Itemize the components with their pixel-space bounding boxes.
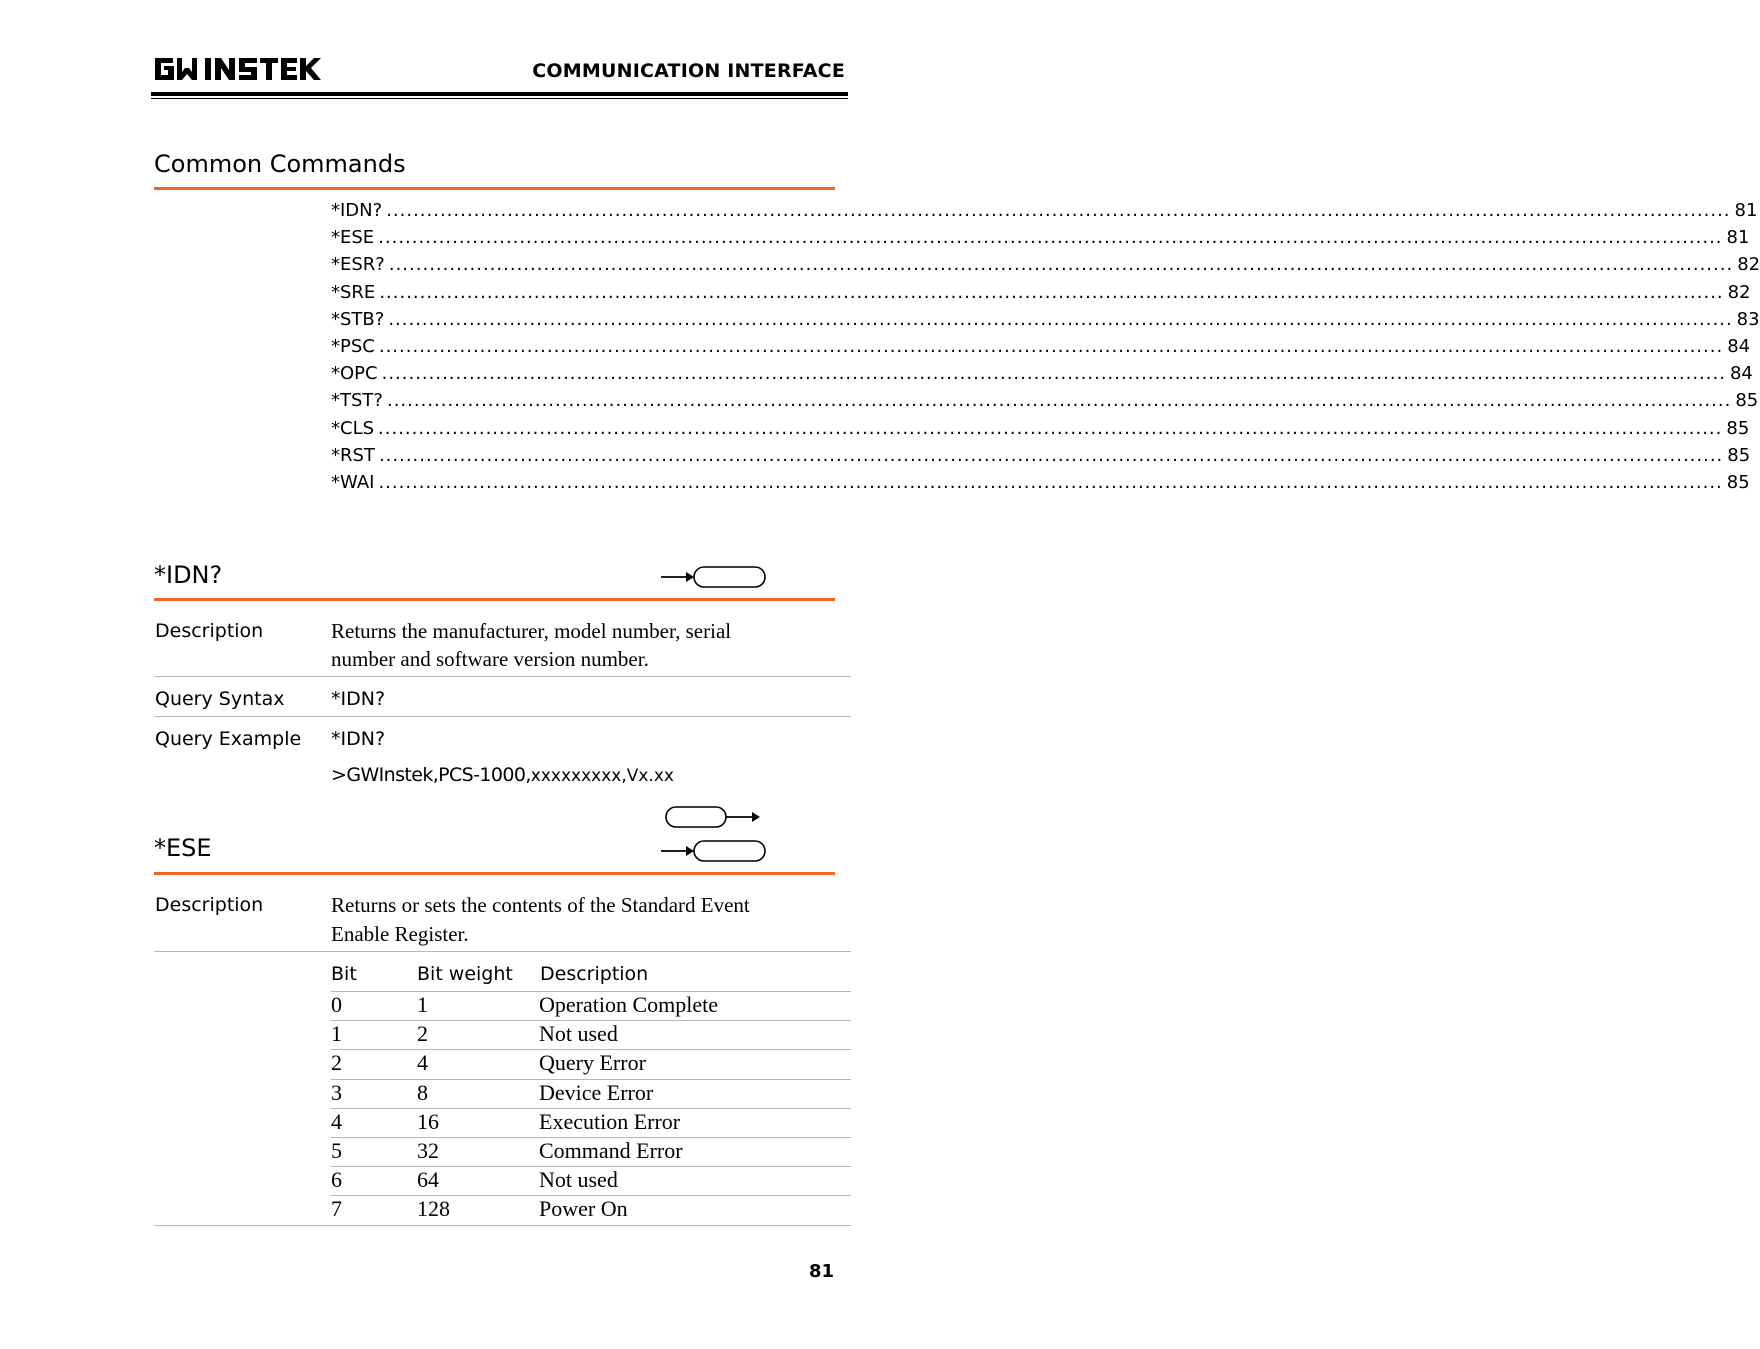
- toc-entry-page: 81: [1734, 200, 1758, 221]
- toc-entry-name: *STB?: [331, 308, 385, 330]
- toc-leader-dots: ........................................................................................................................................................................................................: [381, 363, 1726, 385]
- toc-entry-page: 81: [1726, 227, 1750, 249]
- toc-entry[interactable]: [331, 281, 1751, 308]
- bit-weight-cell: 32: [417, 1138, 439, 1163]
- toc-entry-page: 84: [1727, 336, 1751, 357]
- ese-desc-line2: Enable Register.: [331, 922, 469, 946]
- bit-weight-cell: 128: [417, 1196, 450, 1222]
- header-section-title: COMMUNICATION INTERFACE: [532, 60, 845, 82]
- toc-entry-page: 85: [1726, 417, 1750, 439]
- toc-entry-name: *OPC: [331, 363, 378, 385]
- toc-entry-page: 82: [1727, 281, 1751, 303]
- bit-cell: 0: [331, 992, 342, 1017]
- ese-desc-line1: Returns or sets the contents of the Standard Event: [331, 893, 750, 917]
- toc-entry[interactable]: [331, 472, 1750, 498]
- bit-description-cell: Command Error: [539, 1138, 683, 1163]
- toc-entry[interactable]: [331, 254, 1760, 280]
- idn-desc-label: Description: [155, 620, 264, 642]
- toc-entry[interactable]: [331, 227, 1750, 253]
- bit-description-cell: Execution Error: [539, 1108, 681, 1134]
- toc-leader-dots: ........................................................................................................................................................................................................: [386, 390, 1732, 412]
- col-header-bit: Bit: [331, 963, 357, 985]
- toc-leader-dots: ........................................................................................................................................................................................................: [378, 417, 1723, 439]
- toc-leader-dots: ........................................................................................................................................................................................................: [386, 200, 1731, 221]
- col-header-description: Description: [540, 963, 649, 985]
- bit-cell: 7: [331, 1196, 342, 1222]
- toc-leader-dots: ........................................................................................................................................................................................................: [378, 444, 1724, 466]
- row-divider: [154, 716, 851, 717]
- toc-entry-page: 82: [1737, 254, 1760, 276]
- toc-entry[interactable]: [331, 363, 1753, 389]
- bit-description-cell: Not used: [539, 1167, 618, 1193]
- toc-entry-page: 84: [1729, 363, 1753, 385]
- toc-entry[interactable]: [331, 390, 1759, 416]
- bit-weight-cell: 16: [417, 1108, 439, 1134]
- ese-desc-label: Description: [155, 894, 264, 916]
- response-suffix: xxxxxxxxx,Vx.xx: [530, 766, 674, 786]
- header-rule: [151, 92, 848, 96]
- toc-entry-name: *RST: [331, 444, 375, 466]
- set-arrow-icon: [664, 806, 764, 828]
- toc-entry-name: *WAI: [331, 472, 375, 493]
- toc-entry[interactable]: [331, 417, 1750, 444]
- gw-instek-logo: [153, 54, 323, 84]
- toc-entry-name: *PSC: [331, 336, 375, 357]
- toc-leader-dots: ........................................................................................................................................................................................................: [378, 227, 1723, 249]
- table-bottom-rule: [154, 1225, 851, 1226]
- section-rule: [154, 187, 835, 190]
- common-commands-title: Common Commands: [154, 150, 406, 178]
- idn-desc-line1: Returns the manufacturer, model number, serial: [331, 619, 732, 643]
- row-divider: [154, 676, 851, 677]
- toc-entry[interactable]: [331, 200, 1758, 226]
- bit-weight-cell: 64: [417, 1167, 439, 1193]
- bit-weight-cell: 4: [417, 1050, 428, 1076]
- toc-leader-dots: ........................................................................................................................................................................................................: [388, 308, 1733, 330]
- bit-cell: 3: [331, 1079, 342, 1105]
- idn-example-response: [331, 764, 674, 786]
- ese-title: *ESE: [154, 834, 212, 862]
- query-arrow-icon: [660, 840, 770, 862]
- toc-entry-page: 85: [1727, 444, 1751, 466]
- toc-entry-page: 85: [1735, 390, 1759, 412]
- bit-cell: 6: [331, 1167, 342, 1193]
- toc-entry-name: *TST?: [331, 390, 383, 412]
- bit-description-cell: Query Error: [539, 1050, 646, 1076]
- toc-leader-dots: ........................................................................................................................................................................................................: [379, 281, 1724, 303]
- row-divider: [154, 951, 851, 952]
- bit-description-cell: Device Error: [539, 1079, 654, 1105]
- section-rule: [154, 872, 835, 875]
- idn-desc-line2: number and software version number.: [331, 647, 649, 671]
- response-prefix: >GWInstek,PCS-1000,: [331, 764, 531, 786]
- header-rule-thin: [151, 98, 848, 99]
- section-rule: [154, 598, 835, 601]
- bit-cell: 2: [331, 1050, 342, 1076]
- toc-entry-name: *ESE: [331, 227, 375, 249]
- toc-entry[interactable]: [331, 308, 1760, 335]
- idn-syntax-label: Query Syntax: [155, 688, 285, 710]
- bit-cell: 1: [331, 1021, 342, 1047]
- bit-weight-cell: 1: [417, 992, 428, 1017]
- idn-example-label: Query Example: [155, 728, 302, 750]
- idn-title: *IDN?: [154, 561, 223, 589]
- page-number: 81: [808, 1261, 834, 1282]
- toc-entry-name: *CLS: [331, 417, 375, 439]
- toc-leader-dots: ........................................................................................................................................................................................................: [378, 336, 1724, 357]
- idn-syntax: *IDN?: [331, 688, 386, 710]
- bit-description-cell: Not used: [539, 1021, 618, 1047]
- toc-entry[interactable]: [331, 336, 1751, 362]
- toc-entry-page: 83: [1736, 308, 1760, 330]
- toc-entry-name: *IDN?: [331, 200, 383, 221]
- bit-weight-cell: 8: [417, 1079, 428, 1105]
- toc-entry-name: *ESR?: [331, 254, 385, 276]
- bit-cell: 4: [331, 1108, 342, 1134]
- toc-entry-page: 85: [1726, 472, 1750, 493]
- toc-entry[interactable]: [331, 444, 1751, 471]
- bit-description-cell: Power On: [539, 1196, 628, 1222]
- col-header-weight: Bit weight: [417, 963, 513, 985]
- bit-cell: 5: [331, 1138, 342, 1163]
- query-arrow-icon: [660, 566, 770, 588]
- bit-description-cell: Operation Complete: [539, 992, 719, 1017]
- toc-entry-name: *SRE: [331, 281, 376, 303]
- toc-leader-dots: ........................................................................................................................................................................................................: [388, 254, 1734, 276]
- toc-leader-dots: ........................................................................................................................................................................................................: [378, 472, 1723, 493]
- idn-example-query: *IDN?: [331, 728, 386, 750]
- bit-weight-cell: 2: [417, 1021, 428, 1047]
